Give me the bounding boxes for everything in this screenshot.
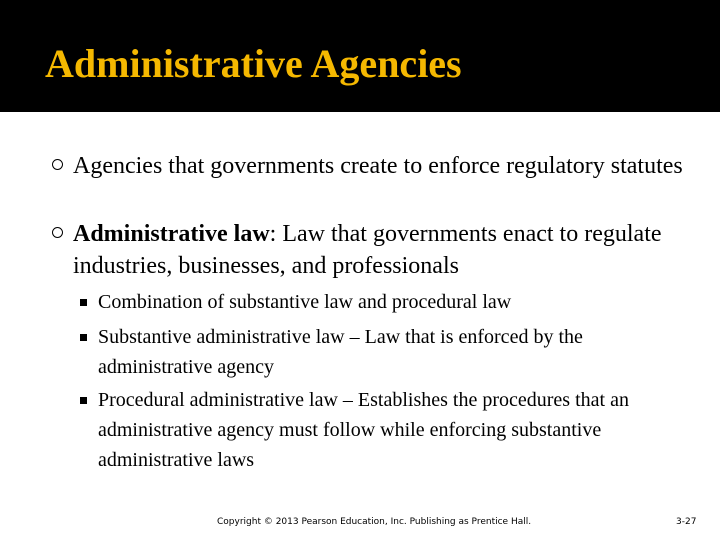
sub-bullet-combination xyxy=(80,287,680,317)
bullet-term: Administrative law xyxy=(73,221,270,247)
bullet-text xyxy=(52,218,702,282)
sub-bullet-text: Combination of substantive law and procedural law xyxy=(98,291,512,313)
bullet-text: Agencies that governments create to enforce regulatory statutes xyxy=(73,153,683,179)
sub-bullet-substantive xyxy=(80,322,680,382)
square-bullet-icon xyxy=(80,334,87,341)
sub-bullet-procedural xyxy=(80,385,680,475)
bullet-administrative-law xyxy=(52,218,702,282)
footer-copyright: Copyright © 2013 Pearson Education, Inc. Publishing as Prentice Hall. xyxy=(217,517,532,527)
bullet-definition: : Law that governments enact to regulate industries, businesses, and professionals xyxy=(73,221,662,279)
square-bullet-icon xyxy=(80,397,87,404)
square-bullet-icon xyxy=(80,299,87,306)
footer-page-number: 3-27 xyxy=(676,517,697,527)
bullet-agencies xyxy=(52,150,702,182)
sub-bullet-text: Substantive administrative law – Law that is enforced by the administrative agency xyxy=(98,326,583,378)
hollow-circle-bullet-icon xyxy=(52,159,63,170)
slide-title: Administrative Agencies xyxy=(45,41,462,86)
sub-bullet-text: Procedural administrative law – Establishes the procedures that an administrative agency must follow while enforcing substantive administrative laws xyxy=(98,389,629,471)
hollow-circle-bullet-icon xyxy=(52,227,63,238)
